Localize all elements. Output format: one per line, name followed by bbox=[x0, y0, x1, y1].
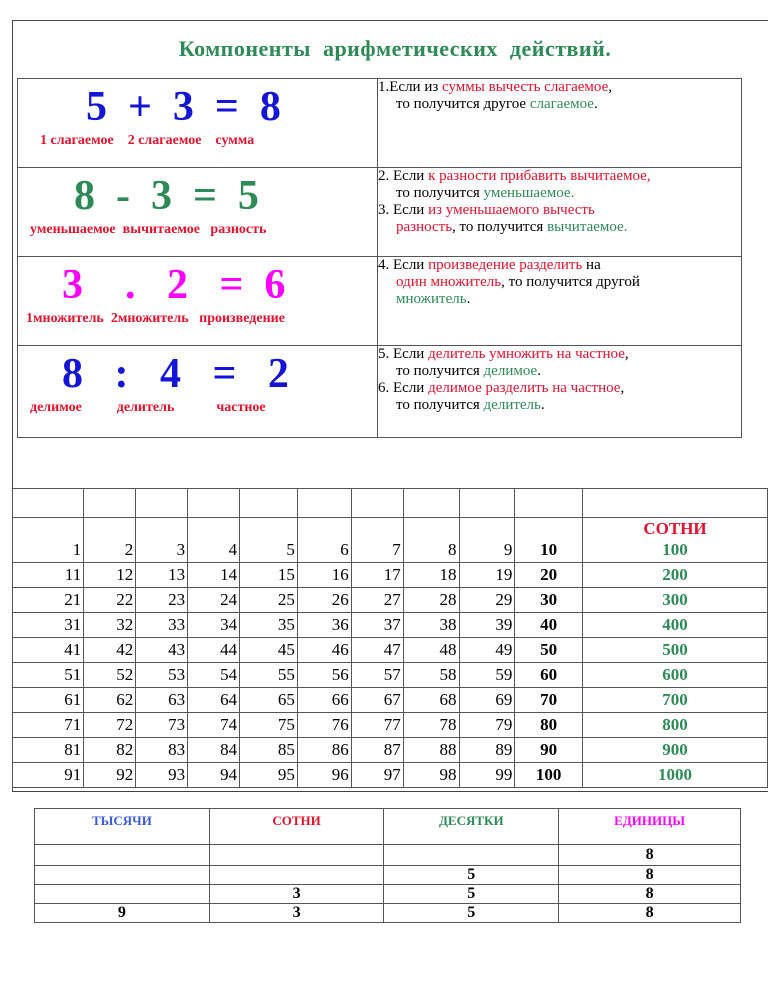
number-cell: 35 bbox=[240, 613, 298, 638]
place-value-cell: 5 bbox=[384, 885, 559, 904]
hundreds-cell: 500 bbox=[583, 638, 768, 663]
number-cell: 49 bbox=[459, 638, 515, 663]
number-cell: 62 bbox=[84, 688, 136, 713]
number-cell: 84 bbox=[188, 738, 240, 763]
number-cell: 22 bbox=[84, 588, 136, 613]
number-cell: 44 bbox=[188, 638, 240, 663]
number-cell: 2 bbox=[84, 518, 136, 563]
hundred-table bbox=[12, 488, 768, 788]
table-row bbox=[13, 613, 768, 638]
tens-cell: 50 bbox=[515, 638, 583, 663]
addition-rule: 1.Если из суммы вычесть слагаемое, то получится другое слагаемое. bbox=[378, 79, 742, 168]
number-cell: 96 bbox=[297, 763, 351, 788]
place-value-cell: 3 bbox=[209, 904, 384, 923]
number-cell: 28 bbox=[403, 588, 459, 613]
number-cell: 66 bbox=[297, 688, 351, 713]
number-cell: 5 bbox=[240, 518, 298, 563]
place-value-cell: 5 bbox=[384, 904, 559, 923]
tens-cell: 90 bbox=[515, 738, 583, 763]
place-value-cell: 8 bbox=[559, 904, 741, 923]
number-cell: 13 bbox=[136, 563, 188, 588]
number-cell: 91 bbox=[13, 763, 84, 788]
number-cell: 39 bbox=[459, 613, 515, 638]
number-cell: 9 bbox=[459, 518, 515, 563]
place-value-cell: 3 bbox=[209, 885, 384, 904]
place-value-cell bbox=[209, 845, 384, 866]
addition-labels: 1 слагаемое 2 слагаемое сумма bbox=[40, 133, 255, 148]
number-cell: 23 bbox=[136, 588, 188, 613]
number-cell: 21 bbox=[13, 588, 84, 613]
number-cell: 18 bbox=[403, 563, 459, 588]
number-cell: 26 bbox=[297, 588, 351, 613]
number-cell: 7 bbox=[351, 518, 403, 563]
division-equation: 8 : 4 = 2 bbox=[62, 351, 289, 397]
number-cell: 41 bbox=[13, 638, 84, 663]
number-cell: 37 bbox=[351, 613, 403, 638]
place-value-cell: 8 bbox=[559, 885, 741, 904]
number-cell: 29 bbox=[459, 588, 515, 613]
division-row bbox=[18, 346, 742, 438]
number-cell: 43 bbox=[136, 638, 188, 663]
number-cell: 92 bbox=[84, 763, 136, 788]
number-cell: 3 bbox=[136, 518, 188, 563]
hundreds-cell: 900 bbox=[583, 738, 768, 763]
tens-cell: 80 bbox=[515, 713, 583, 738]
number-cell: 78 bbox=[403, 713, 459, 738]
table-row bbox=[13, 713, 768, 738]
number-cell: 71 bbox=[13, 713, 84, 738]
number-cell: 47 bbox=[351, 638, 403, 663]
number-cell: 72 bbox=[84, 713, 136, 738]
hundreds-cell: 200 bbox=[583, 563, 768, 588]
tens-cell: 20 bbox=[515, 563, 583, 588]
number-cell: 32 bbox=[84, 613, 136, 638]
number-cell: 14 bbox=[188, 563, 240, 588]
number-cell: 16 bbox=[297, 563, 351, 588]
hundreds-cell: 800 bbox=[583, 713, 768, 738]
number-cell: 75 bbox=[240, 713, 298, 738]
place-value-header: ТЫСЯЧИ bbox=[35, 809, 210, 845]
place-value-cell: 5 bbox=[384, 866, 559, 885]
tens-cell: 30 bbox=[515, 588, 583, 613]
addition-equation-cell bbox=[18, 79, 378, 168]
number-cell: 33 bbox=[136, 613, 188, 638]
table-row bbox=[35, 904, 741, 923]
table-row bbox=[13, 738, 768, 763]
number-cell: 42 bbox=[84, 638, 136, 663]
number-cell: 65 bbox=[240, 688, 298, 713]
tens-cell: 100 bbox=[515, 763, 583, 788]
table-row bbox=[35, 885, 741, 904]
number-cell: 77 bbox=[351, 713, 403, 738]
number-cell: 54 bbox=[188, 663, 240, 688]
hundreds-cell: СОТНИ 100 bbox=[583, 518, 768, 563]
number-cell: 61 bbox=[13, 688, 84, 713]
subtraction-row bbox=[18, 168, 742, 257]
number-cell: 59 bbox=[459, 663, 515, 688]
number-cell: 79 bbox=[459, 713, 515, 738]
tens-cell: 40 bbox=[515, 613, 583, 638]
division-equation-cell bbox=[18, 346, 378, 438]
tens-cell: 10 bbox=[515, 518, 583, 563]
place-value-cell bbox=[209, 866, 384, 885]
subtraction-equation-cell bbox=[18, 168, 378, 257]
place-value-table bbox=[34, 808, 741, 923]
number-cell: 6 bbox=[297, 518, 351, 563]
number-cell: 64 bbox=[188, 688, 240, 713]
place-value-header: ЕДИНИЦЫ bbox=[559, 809, 741, 845]
number-cell: 82 bbox=[84, 738, 136, 763]
number-cell: 95 bbox=[240, 763, 298, 788]
multiplication-row bbox=[18, 257, 742, 346]
place-value-cell: 8 bbox=[559, 866, 741, 885]
number-cell: 4 bbox=[188, 518, 240, 563]
number-cell: 48 bbox=[403, 638, 459, 663]
place-value-cell: 9 bbox=[35, 904, 210, 923]
number-cell: 52 bbox=[84, 663, 136, 688]
place-value-cell bbox=[35, 866, 210, 885]
number-cell: 19 bbox=[459, 563, 515, 588]
number-cell: 34 bbox=[188, 613, 240, 638]
number-cell: 53 bbox=[136, 663, 188, 688]
number-cell: 27 bbox=[351, 588, 403, 613]
number-cell: 83 bbox=[136, 738, 188, 763]
table-row bbox=[13, 663, 768, 688]
number-cell: 46 bbox=[297, 638, 351, 663]
place-value-cell bbox=[35, 885, 210, 904]
number-cell: 93 bbox=[136, 763, 188, 788]
page-title: Компоненты арифметических действий. bbox=[178, 36, 612, 61]
number-cell: 51 bbox=[13, 663, 84, 688]
number-cell: 63 bbox=[136, 688, 188, 713]
number-cell: 31 bbox=[13, 613, 84, 638]
number-cell: 12 bbox=[84, 563, 136, 588]
multiplication-labels: 1множитель 2множитель произведение bbox=[26, 311, 285, 326]
multiplication-equation: 3 . 2 = 6 bbox=[62, 262, 286, 308]
hundreds-cell: 1000 bbox=[583, 763, 768, 788]
addition-equation: 5 + 3 = 8 bbox=[86, 84, 281, 130]
multiplication-equation-cell bbox=[18, 257, 378, 346]
number-cell: 8 bbox=[403, 518, 459, 563]
number-cell: 38 bbox=[403, 613, 459, 638]
number-cell: 58 bbox=[403, 663, 459, 688]
hundreds-cell: 400 bbox=[583, 613, 768, 638]
number-cell: 87 bbox=[351, 738, 403, 763]
place-value-header: ДЕСЯТКИ bbox=[384, 809, 559, 845]
place-value-header: СОТНИ bbox=[209, 809, 384, 845]
number-cell: 99 bbox=[459, 763, 515, 788]
table-row bbox=[13, 638, 768, 663]
table-row bbox=[13, 518, 768, 563]
place-value-cell: 8 bbox=[559, 845, 741, 866]
table-row bbox=[35, 845, 741, 866]
place-value-cell bbox=[384, 845, 559, 866]
subtraction-equation: 8 - 3 = 5 bbox=[74, 173, 259, 219]
table-row bbox=[35, 866, 741, 885]
multiplication-rule: 4. Если произведение разделить на один множитель, то получится другой множитель. bbox=[378, 257, 742, 346]
number-cell: 94 bbox=[188, 763, 240, 788]
table-row bbox=[13, 688, 768, 713]
number-cell: 36 bbox=[297, 613, 351, 638]
number-cell: 74 bbox=[188, 713, 240, 738]
hundreds-header: СОТНИ bbox=[643, 519, 707, 538]
number-cell: 88 bbox=[403, 738, 459, 763]
number-cell: 57 bbox=[351, 663, 403, 688]
number-cell: 67 bbox=[351, 688, 403, 713]
number-cell: 15 bbox=[240, 563, 298, 588]
place-value-header-row bbox=[35, 809, 741, 845]
number-cell: 68 bbox=[403, 688, 459, 713]
table-row bbox=[13, 763, 768, 788]
number-cell: 1 bbox=[13, 518, 84, 563]
number-cell: 45 bbox=[240, 638, 298, 663]
number-cell: 98 bbox=[403, 763, 459, 788]
number-cell: 76 bbox=[297, 713, 351, 738]
hundreds-cell: 300 bbox=[583, 588, 768, 613]
number-cell: 56 bbox=[297, 663, 351, 688]
number-cell: 86 bbox=[297, 738, 351, 763]
table-row bbox=[13, 563, 768, 588]
number-cell: 55 bbox=[240, 663, 298, 688]
number-cell: 73 bbox=[136, 713, 188, 738]
hundreds-cell: 600 bbox=[583, 663, 768, 688]
subtraction-labels: уменьшаемое вычитаемое разность bbox=[30, 222, 267, 237]
hundred-table-blank-row bbox=[13, 489, 768, 518]
number-cell: 25 bbox=[240, 588, 298, 613]
number-cell: 24 bbox=[188, 588, 240, 613]
division-rule: 5. Если делитель умножить на частное, то получится делимое. 6. Если делимое разделить на частное, то получится делитель. bbox=[378, 346, 742, 438]
number-cell: 85 bbox=[240, 738, 298, 763]
operations-table bbox=[17, 78, 742, 438]
number-cell: 97 bbox=[351, 763, 403, 788]
place-value-cell bbox=[35, 845, 210, 866]
tens-cell: 70 bbox=[515, 688, 583, 713]
number-cell: 81 bbox=[13, 738, 84, 763]
number-cell: 17 bbox=[351, 563, 403, 588]
tens-cell: 60 bbox=[515, 663, 583, 688]
table-row bbox=[13, 588, 768, 613]
number-cell: 69 bbox=[459, 688, 515, 713]
subtraction-rule: 2. Если к разности прибавить вычитаемое, то получится уменьшаемое. 3. Если из уменьшаемого вычесть разность, то получится вычитаемое. bbox=[378, 168, 742, 257]
number-cell: 89 bbox=[459, 738, 515, 763]
number-cell: 11 bbox=[13, 563, 84, 588]
division-labels: делимое делитель частное bbox=[30, 400, 266, 415]
addition-row bbox=[18, 79, 742, 168]
hundreds-cell: 700 bbox=[583, 688, 768, 713]
